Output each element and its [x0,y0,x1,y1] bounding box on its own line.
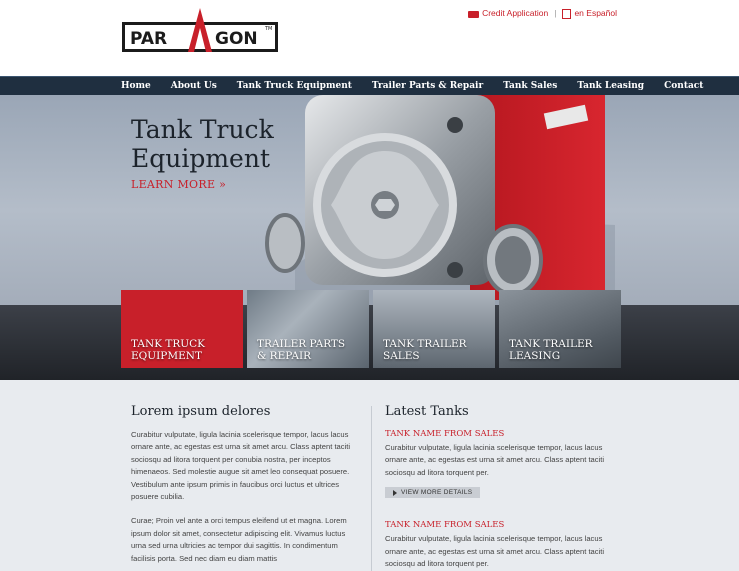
intro-paragraph-1: Curabitur vulputate, ligula lacinia scelerisque tempor, lacus lacus ornare ante, ac egestas est urna sit amet arcu. Class aptent taciti sociosqu ad litora torquent per conubia nostra, per inceptos himenaeos. Sed molestie augue sit amet leo consequat posuere. Vestibulum ante ipsum primis in faucibus orci luctus et ultrices posuere cubilia. [131,430,351,502]
logo-text-left: PAR [130,29,168,49]
link-separator: | [554,8,557,19]
site-header [0,0,739,76]
top-utility-links [468,8,617,19]
intro-heading: Lorem ipsum delores [131,404,271,419]
logo-text-right: GON [215,29,258,49]
nav-trailer-parts-repair[interactable]: Trailer Parts & Repair [371,81,484,91]
view-more-details-button[interactable]: VIEW MORE DETAILS [385,487,480,498]
tank-name-link[interactable]: TANK NAME FROM SALES [385,520,505,531]
pump-image [255,95,625,305]
hero-title [131,115,274,173]
hero-title-line-1: Tank Truck [131,115,274,144]
nav-tank-truck-equipment[interactable]: Tank Truck Equipment [236,81,352,91]
tank-description: Curabitur vulputate, ligula lacinia scelerisque tempor, lacus lacus ornare ante, ac egestas est urna sit amet arcu. Class aptent taciti sociosqu ad litora torquent per. [385,534,605,569]
paragon-logo[interactable] [120,6,280,54]
logo-tm: TM [265,26,273,32]
tile-trailer-parts-repair[interactable] [247,290,369,368]
document-icon [562,9,571,19]
nav-tank-leasing[interactable]: Tank Leasing [577,81,645,91]
hero-title-line-2: Equipment [131,144,271,173]
hero-banner [0,95,739,305]
tank-description: Curabitur vulputate, ligula lacinia scelerisque tempor, lacus lacus ornare ante, ac egestas est urna sit amet arcu. Class aptent taciti sociosqu ad litora torquent per. [385,443,605,477]
play-triangle-icon [393,490,397,496]
nav-tank-sales[interactable]: Tank Sales [503,81,558,91]
credit-card-icon [468,11,479,18]
tile-tank-trailer-leasing[interactable] [499,290,621,368]
tile-label: TRAILER PARTS & REPAIR [257,338,346,362]
credit-application-link[interactable]: Credit Application [468,8,548,18]
tile-label: TANK TRAILER SALES [383,338,467,362]
tile-tank-truck-equipment[interactable] [121,290,243,368]
latest-tanks-heading: Latest Tanks [385,404,469,419]
column-divider [371,406,372,571]
tile-tank-trailer-sales[interactable] [373,290,495,368]
tile-label: TANK TRUCK EQUIPMENT [131,338,206,362]
feature-tiles [121,290,621,368]
tile-label: TANK TRAILER LEASING [509,338,593,362]
main-content [0,380,739,569]
intro-column [131,404,359,565]
nav-contact[interactable]: Contact [664,81,704,91]
spanish-link[interactable]: en Español [562,8,617,19]
nav-about-us[interactable]: About Us [170,81,217,91]
learn-more-link[interactable]: LEARN MORE » [131,178,227,191]
latest-tanks-column [385,404,610,570]
intro-paragraph-2: Curae; Proin vel ante a orci tempus eleifend ut et magna. Lorem ipsum dolor sit amet, consectetur adipiscing elit. Vivamus luctus urna sed urna ultricies ac tempor dui sagittis. In condimentum facilisis porta. Sed nec diam eu diam mattis [131,516,347,563]
nav-home[interactable]: Home [121,81,151,91]
main-nav [0,76,739,95]
tank-name-link[interactable]: TANK NAME FROM SALES [385,429,505,439]
